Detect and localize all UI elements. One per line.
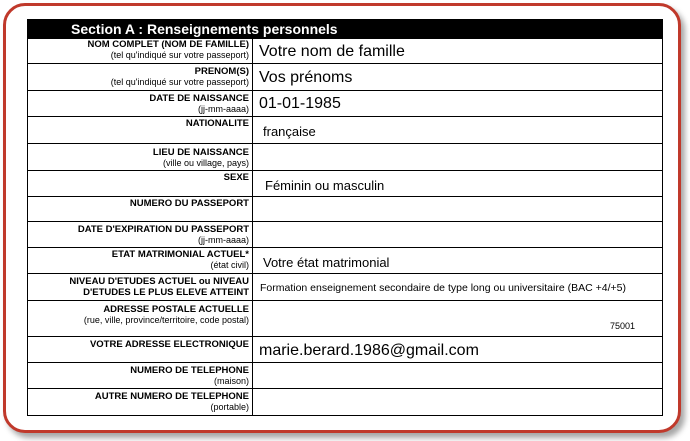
section-a-header: Section A : Renseignements personnels [28, 20, 662, 39]
label-sex [28, 171, 253, 196]
email-field[interactable]: marie.berard.1986@gmail.com [259, 342, 479, 359]
row-sex [28, 171, 662, 197]
row-full-name [28, 39, 662, 64]
label-education-level [28, 274, 253, 300]
label-mobile-phone-main: AUTRE NUMERO DE TELEPHONE [94, 391, 249, 402]
label-postal-address-main: ADRESSE POSTALE ACTUELLE [103, 304, 249, 315]
label-first-names-main: PRENOM(S) [194, 66, 249, 77]
marital-status-field[interactable]: Votre état matrimonial [263, 255, 390, 270]
sex-field[interactable]: Féminin ou masculin [265, 178, 385, 193]
label-full-name-main: NOM COMPLET (NOM DE FAMILLE) [87, 39, 249, 50]
label-full-name [28, 39, 253, 63]
label-postal-address [28, 301, 253, 336]
nationality-field[interactable]: française [263, 124, 316, 139]
label-passport-number-main: NUMERO DU PASSEPORT [129, 198, 249, 209]
label-birth-place-sub: (ville ou village, pays) [162, 158, 249, 168]
label-marital-status-sub: (état civil) [210, 260, 249, 270]
label-first-names [28, 64, 253, 90]
row-first-names [28, 64, 662, 91]
row-mobile-phone [28, 389, 662, 415]
row-passport-expiry [28, 222, 662, 248]
label-first-names-sub: (tel qu'indiqué sur votre passeport) [110, 77, 249, 87]
row-home-phone [28, 363, 662, 389]
label-marital-status-main: ETAT MATRIMONIAL ACTUEL* [111, 249, 249, 260]
label-mobile-phone-sub: (portable) [210, 402, 249, 412]
label-birth-date [28, 91, 253, 116]
row-marital-status [28, 248, 662, 274]
row-birth-place [28, 144, 662, 171]
birth-date-field[interactable]: 01-01-1985 [259, 95, 341, 112]
row-email [28, 337, 662, 363]
education-level-field[interactable]: Formation enseignement secondaire de type long ou universitaire (BAC +4/+5) [260, 282, 626, 294]
first-names-field[interactable]: Vos prénoms [259, 69, 353, 86]
row-postal-address [28, 301, 662, 337]
label-home-phone [28, 363, 253, 388]
label-education-level-main: NIVEAU D'ETUDES ACTUEL ou NIVEAU [69, 276, 249, 287]
label-email [28, 337, 253, 362]
postal-code-value: 75001 [609, 321, 635, 331]
label-home-phone-sub: (maison) [213, 376, 249, 386]
label-mobile-phone [28, 389, 253, 415]
label-marital-status [28, 248, 253, 273]
row-education-level [28, 274, 662, 301]
label-nationality [28, 117, 253, 143]
row-nationality [28, 117, 662, 144]
label-postal-address-sub: (rue, ville, province/territoire, code postal) [83, 315, 249, 325]
label-sex-main: SEXE [223, 172, 249, 183]
label-education-level-main-2: D'ETUDES LE PLUS ELEVE ATTEINT [83, 287, 249, 298]
label-full-name-sub: (tel qu'indiqué sur votre passeport) [110, 50, 249, 60]
label-passport-expiry [28, 222, 253, 247]
label-birth-place-main: LIEU DE NAISSANCE [152, 147, 249, 158]
row-birth-date [28, 91, 662, 117]
personal-info-form [27, 19, 663, 416]
label-passport-expiry-sub: (jj-mm-aaaa) [197, 235, 249, 245]
label-birth-place [28, 144, 253, 170]
full-name-field[interactable]: Votre nom de famille [259, 43, 405, 60]
label-birth-date-sub: (jj-mm-aaaa) [197, 104, 249, 114]
label-email-main: VOTRE ADRESSE ELECTRONIQUE [89, 339, 249, 350]
label-passport-expiry-main: DATE D'EXPIRATION DU PASSEPORT [77, 224, 249, 235]
label-birth-date-main: DATE DE NAISSANCE [149, 93, 249, 104]
label-home-phone-main: NUMERO DE TELEPHONE [130, 365, 249, 376]
label-nationality-main: NATIONALITE [185, 118, 249, 129]
label-passport-number [28, 197, 253, 221]
row-passport-number [28, 197, 662, 222]
